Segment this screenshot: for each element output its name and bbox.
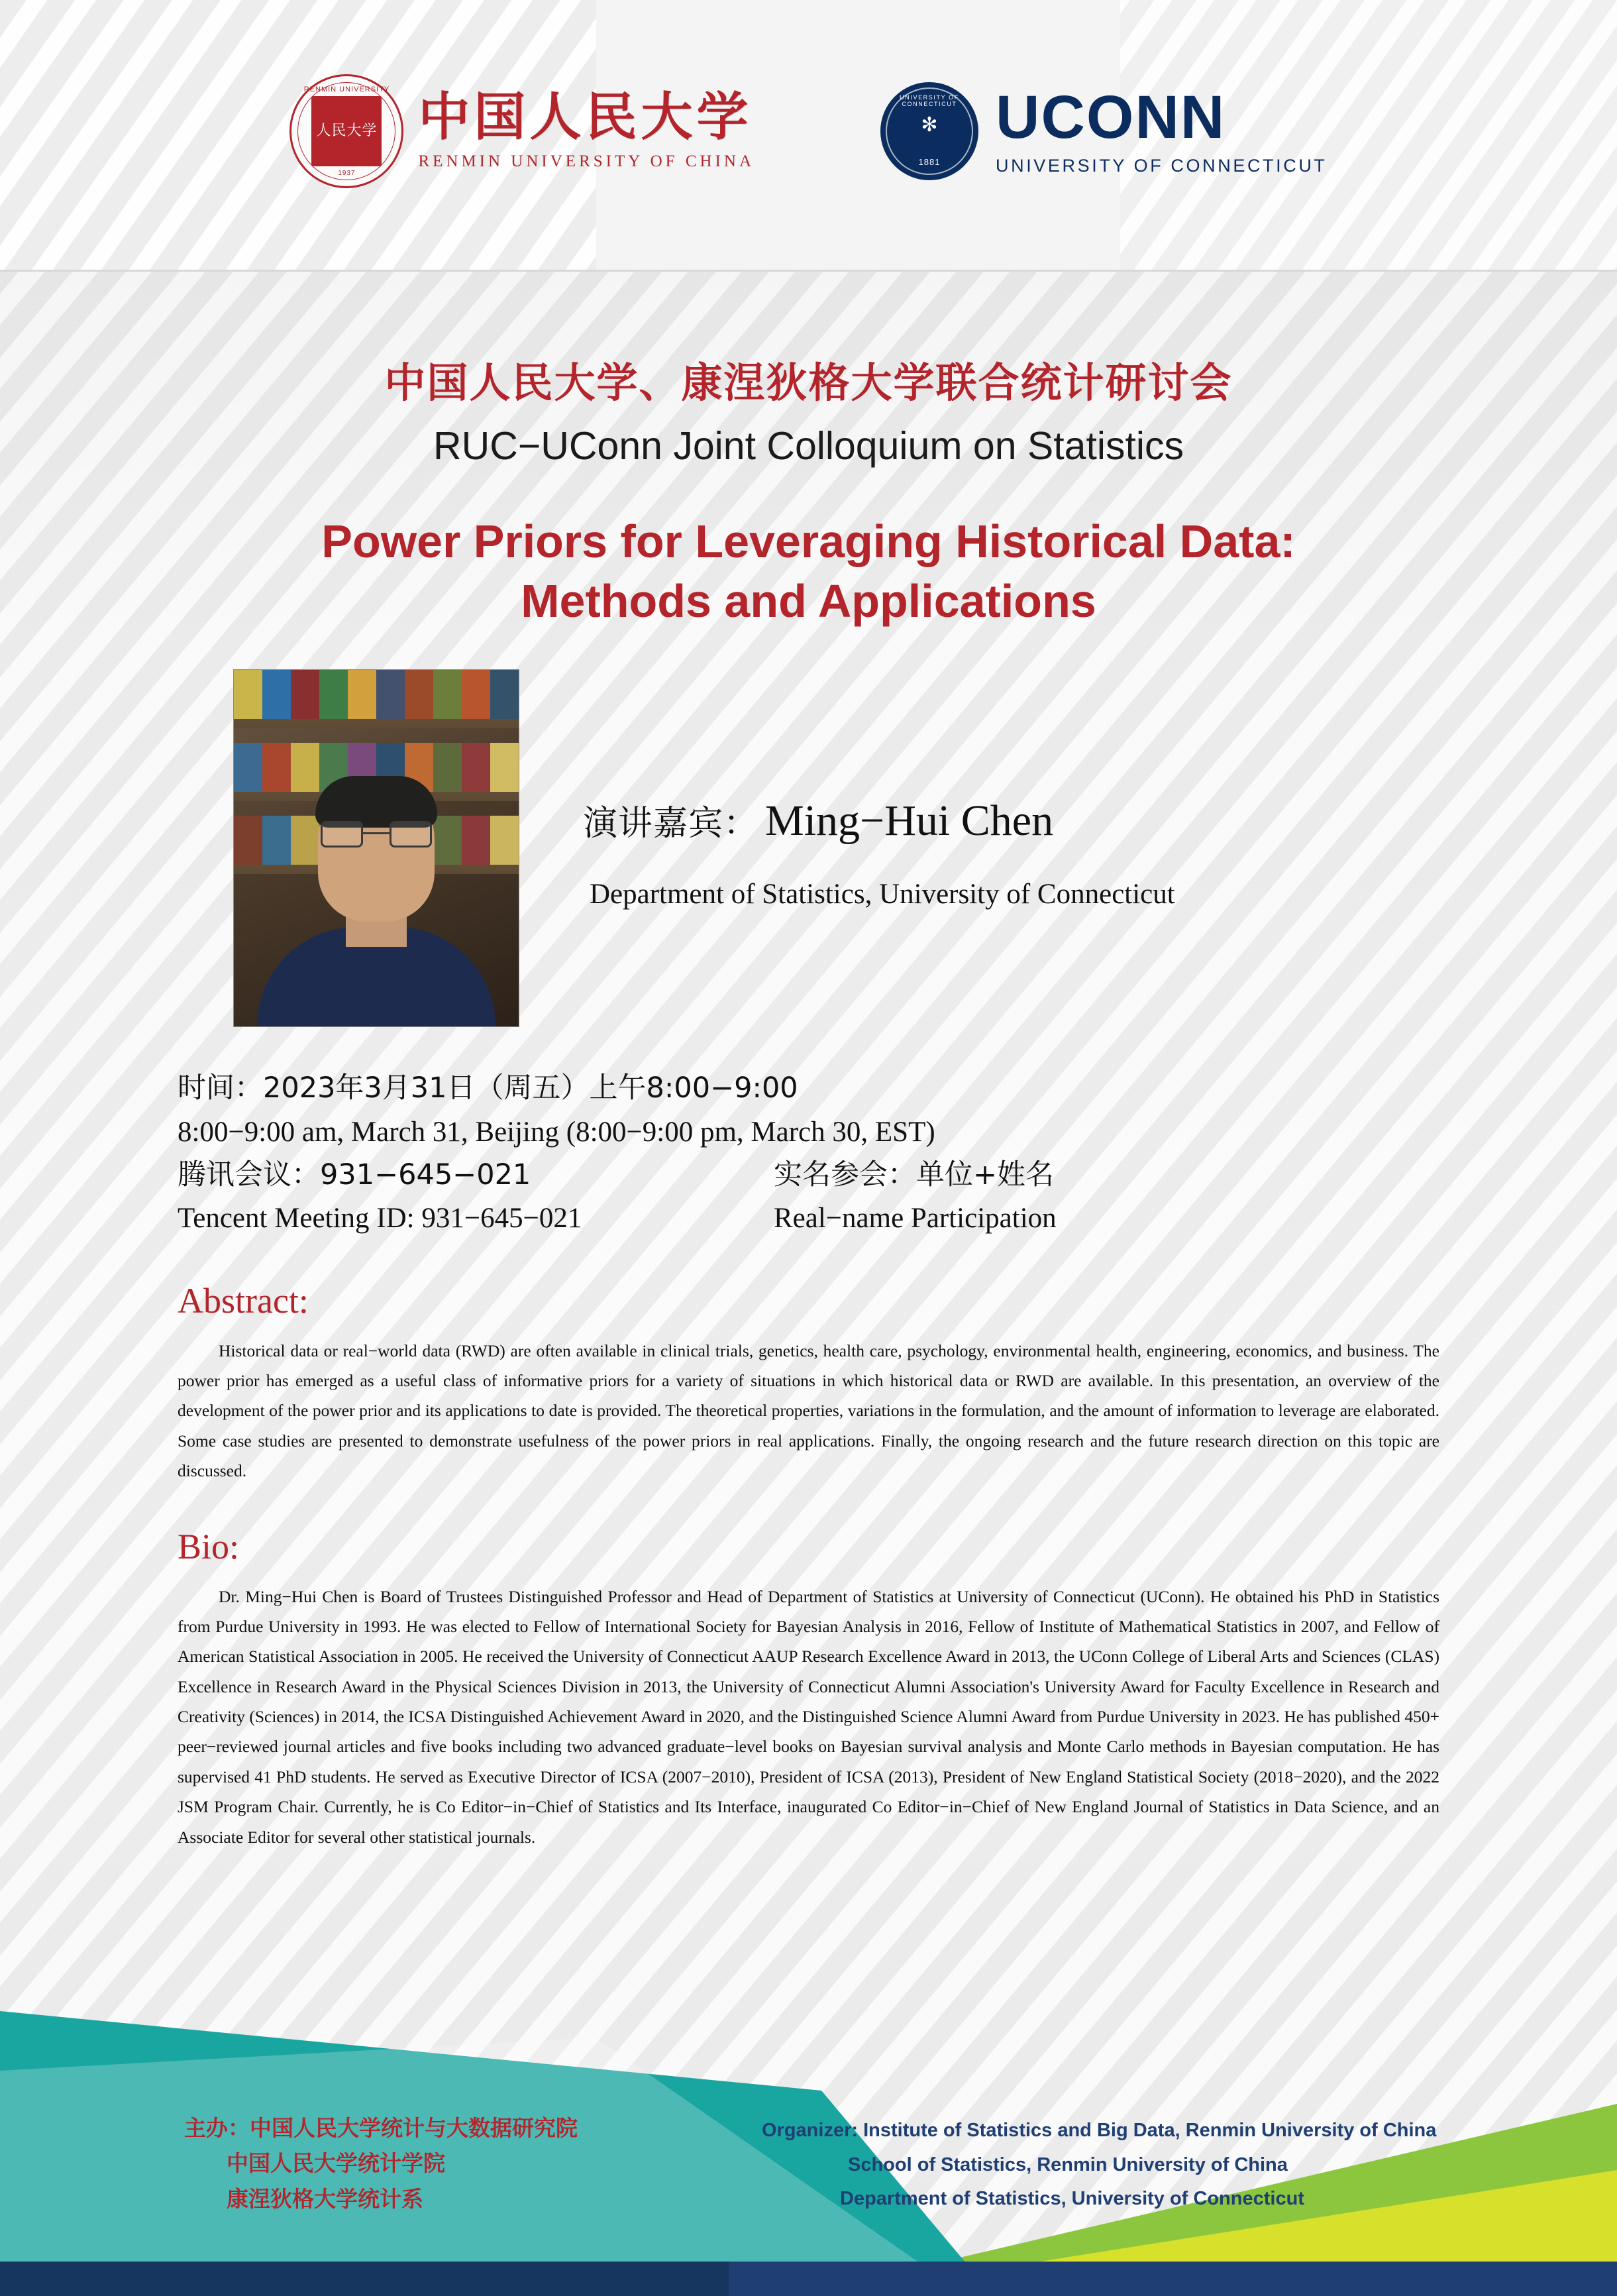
speaker-section <box>0 669 1617 1034</box>
glasses-icon <box>321 821 432 849</box>
uconn-seal-top-text: UNIVERSITY OF CONNECTICUT <box>900 94 959 107</box>
organizer-en <box>762 2114 1436 2216</box>
talk-title <box>0 512 1617 631</box>
organizer-en-line3: Department of Statistics, University of Connecticut <box>840 2188 1304 2210</box>
ruc-seal-inner-text: 人民大学 <box>311 96 382 166</box>
logistics-time-cn: 时间：2023年3月31日（周五）上午8:00−9:00 <box>178 1071 798 1105</box>
uconn-seal-emblem-icon: ✻ <box>921 114 938 136</box>
logistics-block <box>0 1067 1617 1240</box>
uconn-wordmark <box>996 83 1328 176</box>
uconn-seal-year: 1881 <box>918 157 941 167</box>
logo-row <box>0 74 1617 188</box>
speaker-portrait <box>233 669 519 1027</box>
ruc-seal-icon <box>289 74 403 188</box>
abstract-text: Historical data or real−world data (RWD) are often available in clinical trials, genetics, health care, psychology, environmental health, engineering, economics, and business. The power prior has emerged as a useful class of informative priors for a variety of situations in which historical data or RWD are available. In this presentation, an overview of the development of the power prior and its applications to date is provided. The theoretical properties, variations in the formulation, and the amount of information to leverage are elaborated. Some case studies are presented to demonstrate usefulness of the power priors in real applications. Finally, the ongoing research and the future research direction on this topic are discussed. <box>178 1340 1439 1481</box>
series-title-cn: 中国人民大学、康涅狄格大学联合统计研讨会 <box>384 358 1233 407</box>
ruc-name-en: RENMIN UNIVERSITY OF CHINA <box>418 152 755 170</box>
speaker-label-cn: 演讲嘉宾： <box>583 804 759 844</box>
speaker-info <box>583 795 1175 910</box>
organizer-cn <box>184 2110 578 2216</box>
uconn-wordmark-text: UCONN <box>996 83 1226 151</box>
abstract-heading: Abstract: <box>178 1280 309 1321</box>
logistics-participation-cn: 实名参会：单位+姓名 <box>774 1158 1055 1191</box>
ruc-seal-bottom-text: 1937 <box>338 170 356 177</box>
talk-title-line2: Methods and Applications <box>521 574 1096 627</box>
organizer-cn-line2: 中国人民大学统计学院 <box>227 2150 445 2177</box>
bio-heading: Bio: <box>178 1526 240 1566</box>
bio-body <box>0 1582 1617 1852</box>
series-title-en: RUC−UConn Joint Colloquium on Statistics <box>433 424 1184 468</box>
speaker-face <box>267 788 486 1026</box>
organizer-en-line1: Organizer: Institute of Statistics and Big Data, Renmin University of China <box>762 2120 1437 2142</box>
logistics-meeting-cn: 腾讯会议：931−645−021 <box>178 1158 531 1191</box>
footer-navy-bar-dark <box>0 2262 729 2296</box>
logistics-meeting-en: Tencent Meeting ID: 931−645−021 <box>178 1203 582 1234</box>
logistics-participation-en: Real−name Participation <box>774 1203 1057 1234</box>
bio-text: Dr. Ming−Hui Chen is Board of Trustees Distinguished Professor and Head of Department of Statistics at University of Connecticut (UConn). He obtained his PhD in Statistics from Purdue University in 1993. He was elected to Fellow of International Society for Bayesian Analysis in 2016, Fellow of Institute of Mathematical Statistics in 2007, and Fellow of American Statistical Association in 2005. He received the University of Connecticut AAUP Research Excellence Award in 2013, the UConn College of Liberal Arts and Sciences (CLAS) Excellence in Research Award in the Physical Sciences Division in 2013, the University of Connecticut Alumni Association's University Award for Faculty Excellence in Research and Creativity (Sciences) in 2014, the ICSA Distinguished Achievement Award in 2020, and the Distinguished Science Alumni Award from Purdue University in 2023. He has published 450+ peer−reviewed journal articles and five books including two advanced graduate−level books on Bayesian survival analysis and Monte Carlo methods in Bayesian computation. He has supervised 41 PhD students. He served as Executive Director of ICSA (2007−2010), President of ICSA (2013), President of New England Statistical Society (2018−2020), and the 2022 JSM Program Chair. Currently, he is Co Editor−in−Chief of Statistics and Its Interface, inaugurated Co Editor−in−Chief of New England Journal of Statistics in Data Science, and an Associate Editor for several other statistical journals. <box>178 1586 1439 1847</box>
footer <box>0 1971 1617 2296</box>
poster-content <box>0 272 1617 1852</box>
logistics-time-en: 8:00−9:00 am, March 31, Beijing (8:00−9:00 pm, March 30, EST) <box>178 1116 935 1148</box>
uconn-logo <box>880 82 1328 180</box>
organizer-cn-line3: 康涅狄格大学统计系 <box>227 2185 423 2212</box>
uconn-seal-icon <box>880 82 978 180</box>
organizer-en-line2: School of Statistics, Renmin University of China <box>848 2154 1288 2175</box>
ruc-name-cn: 中国人民大学 <box>418 87 753 147</box>
speaker-affiliation: Department of Statistics, University of Connecticut <box>590 879 1175 910</box>
talk-title-line1: Power Priors for Leveraging Historical Data: <box>321 516 1296 567</box>
ruc-seal-top-text: RENMIN UNIVERSITY <box>303 85 390 93</box>
speaker-name: Ming−Hui Chen <box>765 796 1054 846</box>
organizer-cn-line1: 主办：中国人民大学统计与大数据研究院 <box>184 2114 578 2141</box>
abstract-body <box>0 1336 1617 1486</box>
ruc-wordmark <box>418 87 755 171</box>
uconn-wordmark-sub: UNIVERSITY OF CONNECTICUT <box>996 155 1328 176</box>
ruc-logo <box>289 74 755 188</box>
header-band <box>0 0 1617 272</box>
